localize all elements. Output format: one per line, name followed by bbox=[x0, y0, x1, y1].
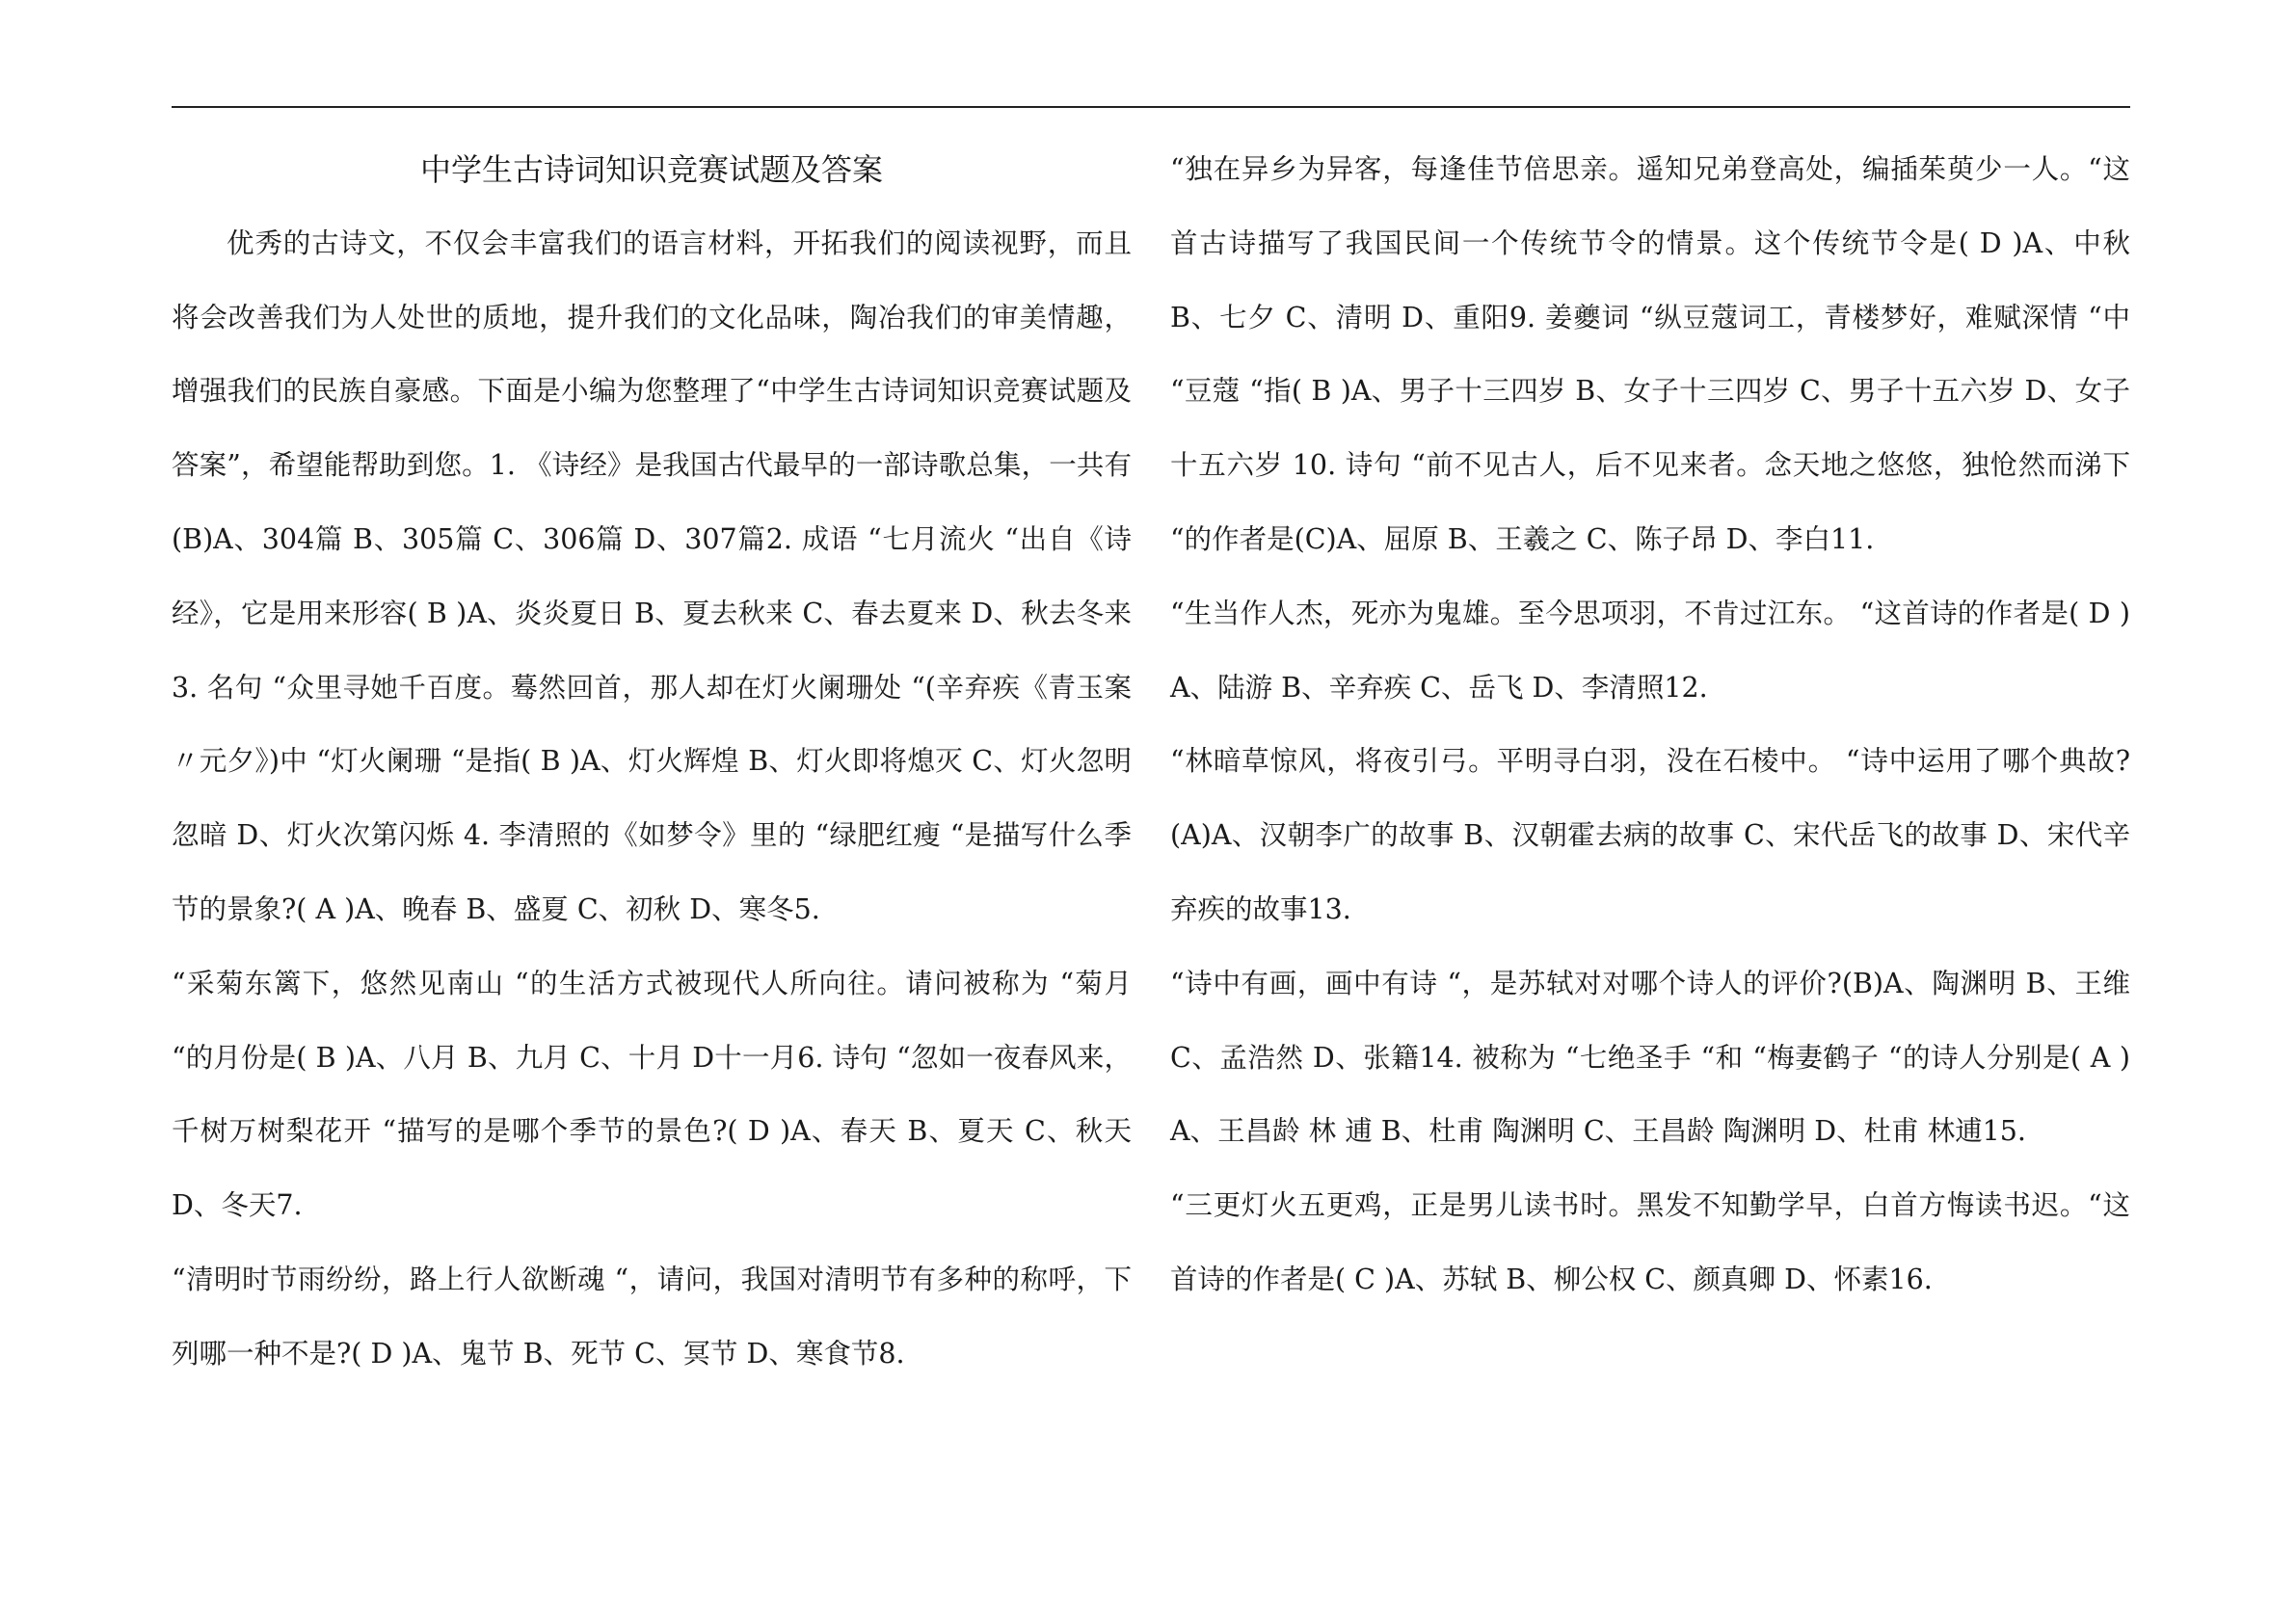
paragraph-question-11: “生当作人杰，死亦为鬼雄。至今思项羽，不肯过江东。 “这首诗的作者是( D )A、陆游 B、辛弃疾 C、岳飞 D、李清照12. bbox=[1170, 597, 2130, 704]
paragraph-question-13: “诗中有画，画中有诗 “，是苏轼对对哪个诗人的评价?(B)A、陶渊明 B、王维 C、孟浩然 D、张籍14. 被称为 “七绝圣手 “和 “梅妻鹤子 “的诗人分别是( A )A、王昌龄 林 逋 B、杜甫 陶渊明 C、王昌龄 陶渊明 D、杜甫 林逋15. bbox=[1170, 967, 2130, 1148]
paragraph-question-5: “采菊东篱下，悠然见南山 “的生活方式被现代人所向往。请问被称为 “菊月 “的月份是( B )A、八月 B、九月 C、十月 D十一月6. 诗句 “忽如一夜春风来，千树万树梨花开 “描写的是哪个季节的景色?( D )A、春天 B、夏天 C、秋天 D、冬天7. bbox=[172, 967, 1132, 1222]
paragraph-question-15: “三更灯火五更鸡，正是男儿读书时。黑发不知勤学早，白首方悔读书迟。“这首诗的作者是( C )A、苏轼 B、柳公权 C、颜真卿 D、怀素16. bbox=[1170, 1189, 2130, 1295]
paragraph-intro: 优秀的古诗文，不仅会丰富我们的语言材料，开拓我们的阅读视野，而且将会改善我们为人处世的质地，提升我们的文化品味，陶冶我们的审美情趣，增强我们的民族自豪感。下面是小编为您整理了“中学生古诗词知识竞赛试题及答案”，希望能帮助到您。1. 《诗经》是我国古代最早的一部诗歌总集，一共有(B)A、304篇 B、305篇 C、306篇 D、307篇2. 成语 “七月流火 “出自《诗经》，它是用来形容( B )A、炎炎夏日 B、夏去秋来 C、春去夏来 D、秋去冬来3. 名句 “众里寻她千百度。蓦然回首，那人却在灯火阑珊处 “(辛弃疾《青玉案〃元夕》)中 “灯火阑珊 “是指( B )A、灯火辉煌 B、灯火即将熄灭 C、灯火忽明忽暗 D、灯火次第闪烁 4. 李清照的《如梦令》里的 “绿肥红瘦 “是描写什么季节的景象?( A )A、晚春 B、盛夏 C、初秋 D、寒冬5. bbox=[172, 226, 1132, 925]
paragraph-question-8: “独在异乡为异客，每逢佳节倍思亲。遥知兄弟登高处，编插茱萸少一人。“这首古诗描写了我国民间一个传统节令的情景。这个传统节令是( D )A、中秋 B、七夕 C、清明 D、重阳9. 姜夔词 “纵豆蔻词工，青楼梦好，难赋深情 “中 “豆蔻 “指( B )A、男子十三四岁 B、女子十三四岁 C、男子十五六岁 D、女子十五六岁 10. 诗句 “前不见古人，后不见来者。念天地之悠悠，独怆然而涕下 “的作者是(C)A、屈原 B、王羲之 C、陈子昂 D、李白11. bbox=[1170, 153, 2130, 555]
left-column bbox=[172, 133, 1132, 1392]
document-title: 中学生古诗词知识竞赛试题及答案 bbox=[419, 151, 883, 188]
right-column bbox=[1170, 133, 2130, 1317]
header-rule bbox=[172, 106, 2130, 108]
paragraph-question-7: “清明时节雨纷纷，路上行人欲断魂 “，请问，我国对清明节有多种的称呼，下列哪一种不是?( D )A、鬼节 B、死节 C、冥节 D、寒食节8. bbox=[172, 1263, 1132, 1370]
paragraph-question-12: “林暗草惊风，将夜引弓。平明寻白羽，没在石棱中。 “诗中运用了哪个典故?(A)A、汉朝李广的故事 B、汉朝霍去病的故事 C、宋代岳飞的故事 D、宋代辛弃疾的故事13. bbox=[1170, 745, 2130, 925]
